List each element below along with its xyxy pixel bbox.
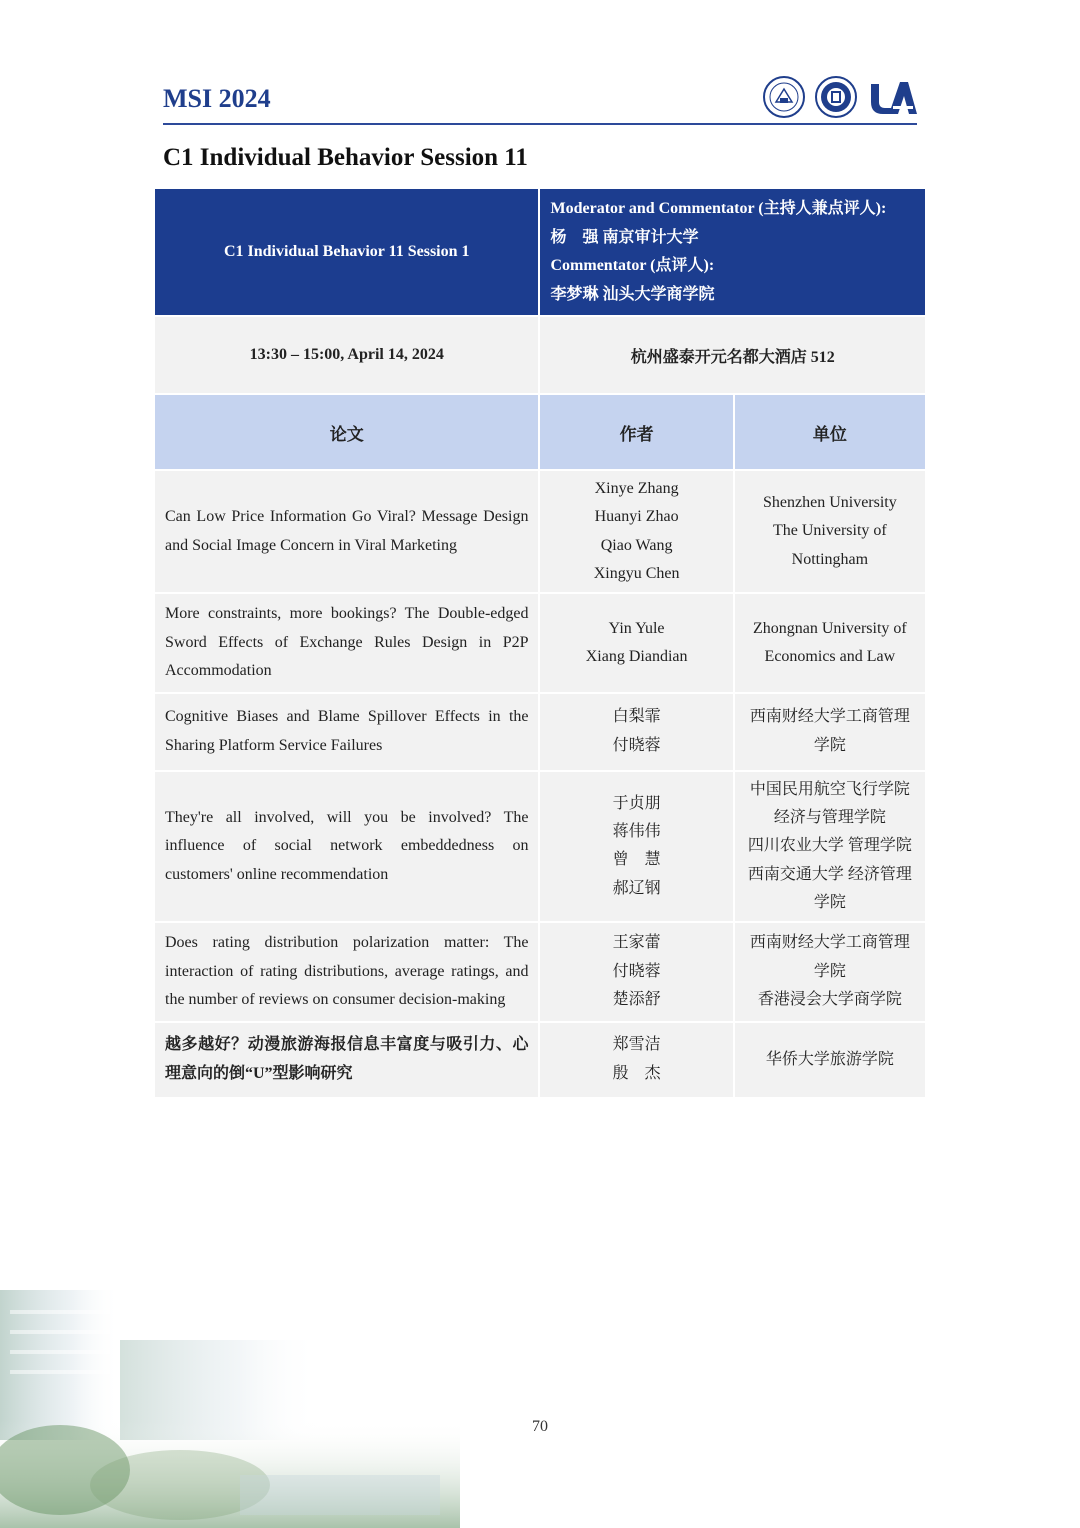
unit-line: Nottingham xyxy=(791,550,869,568)
author: 郑雪洁 xyxy=(612,1036,661,1054)
commentator-label: Commentator (点评人): xyxy=(550,257,715,274)
unit-line: 中国民用航空飞行学院 xyxy=(749,780,910,798)
paper-unit xyxy=(734,593,926,693)
table-row xyxy=(154,693,926,771)
logo-group xyxy=(763,76,917,118)
table-row xyxy=(154,771,926,922)
paper-title: 越多越好？动漫旅游海报信息丰富度与吸引力、心理意向的倒“U”型影响研究 xyxy=(154,1022,539,1098)
paper-authors xyxy=(539,771,733,922)
paper-title: More constraints, more bookings? The Double-edged Sword Effects of Exchange Rules Design in P2P Accommodation xyxy=(154,593,539,693)
author: 付晓蓉 xyxy=(612,962,661,980)
author: 蒋伟伟 xyxy=(612,823,661,841)
unit-line: 西南交通大学 经济管理 xyxy=(747,865,912,883)
table-row xyxy=(154,593,926,693)
column-header-authors: 作者 xyxy=(539,394,733,470)
author: 白梨霏 xyxy=(612,708,661,726)
paper-unit xyxy=(734,470,926,593)
page-number: 70 xyxy=(532,1418,548,1435)
paper-authors xyxy=(539,593,733,693)
campus-building-watermark xyxy=(0,1270,460,1528)
session-time: 13:30 – 15:00, April 14, 2024 xyxy=(154,316,539,394)
column-header-row xyxy=(154,394,926,470)
unit-line: Zhongnan University of xyxy=(752,619,907,637)
unit-line: 西南财经大学工商管理 xyxy=(749,708,910,726)
author: Xiang Diandian xyxy=(585,647,688,665)
author: 楚添舒 xyxy=(612,991,661,1009)
author: 郝辽钢 xyxy=(612,879,661,897)
author: 付晓蓉 xyxy=(612,736,661,754)
author: 王家蕾 xyxy=(612,934,661,952)
table-row xyxy=(154,470,926,593)
unit-line: 学院 xyxy=(813,962,846,980)
paper-title: Does rating distribution polarization matter: The interaction of rating distributions, average ratings, and the number of reviews on consumer decision-making xyxy=(154,922,539,1022)
author: Xinye Zhang xyxy=(594,480,679,497)
session-venue: 杭州盛泰开元名都大酒店 512 xyxy=(539,316,926,394)
paper-unit xyxy=(734,693,926,771)
unit-line: 华侨大学旅游学院 xyxy=(765,1050,894,1068)
session-table xyxy=(153,187,927,1099)
paper-authors xyxy=(539,1022,733,1098)
author: Xingyu Chen xyxy=(593,564,680,582)
unit-line: 香港浸会大学商学院 xyxy=(757,991,902,1009)
moderator-name: 杨 强 南京审计大学 xyxy=(550,228,699,246)
author: Yin Yule xyxy=(608,619,665,637)
author: 殷 杰 xyxy=(612,1064,661,1082)
fudan-seal-icon xyxy=(815,76,857,118)
paper-authors xyxy=(539,922,733,1022)
university-seal-icon xyxy=(763,76,805,118)
moderator-label: Moderator and Commentator (主持人兼点评人): xyxy=(550,200,887,217)
paper-unit xyxy=(734,1022,926,1098)
unit-line: 四川农业大学 管理学院 xyxy=(747,837,912,855)
table-row xyxy=(154,922,926,1022)
author: Qiao Wang xyxy=(600,536,673,554)
author: 于贞朋 xyxy=(612,794,661,812)
paper-unit xyxy=(734,771,926,922)
ua-logo-icon xyxy=(867,76,917,118)
unit-line: Economics and Law xyxy=(764,647,896,665)
section-title: C1 Individual Behavior Session 11 xyxy=(163,144,528,171)
paper-title: Can Low Price Information Go Viral? Message Design and Social Image Concern in Viral Marketing xyxy=(154,470,539,593)
paper-title: Cognitive Biases and Blame Spillover Effects in the Sharing Platform Service Failures xyxy=(154,693,539,771)
moderator-cell xyxy=(539,188,926,316)
page-header xyxy=(163,70,917,126)
author: 曾 慧 xyxy=(612,851,661,869)
unit-line: The University of xyxy=(772,522,887,540)
session-time-row xyxy=(154,316,926,394)
header-divider xyxy=(163,123,917,125)
column-header-unit: 单位 xyxy=(734,394,926,470)
paper-unit xyxy=(734,922,926,1022)
column-header-paper: 论文 xyxy=(154,394,539,470)
unit-line: 经济与管理学院 xyxy=(773,808,886,826)
paper-authors xyxy=(539,470,733,593)
unit-line: 学院 xyxy=(813,893,846,911)
paper-authors xyxy=(539,693,733,771)
paper-title: They're all involved, will you be involved? The influence of social network embeddedness on customers' online recommendation xyxy=(154,771,539,922)
unit-line: 学院 xyxy=(813,736,846,754)
session-name: C1 Individual Behavior 11 Session 1 xyxy=(154,188,539,316)
author: Huanyi Zhao xyxy=(594,508,679,526)
table-row xyxy=(154,1022,926,1098)
unit-line: Shenzhen University xyxy=(762,494,897,512)
unit-line: 西南财经大学工商管理 xyxy=(749,934,910,952)
conference-title: MSI 2024 xyxy=(163,84,271,113)
commentator-name: 李梦琳 汕头大学商学院 xyxy=(550,285,715,303)
session-header-row xyxy=(154,188,926,316)
